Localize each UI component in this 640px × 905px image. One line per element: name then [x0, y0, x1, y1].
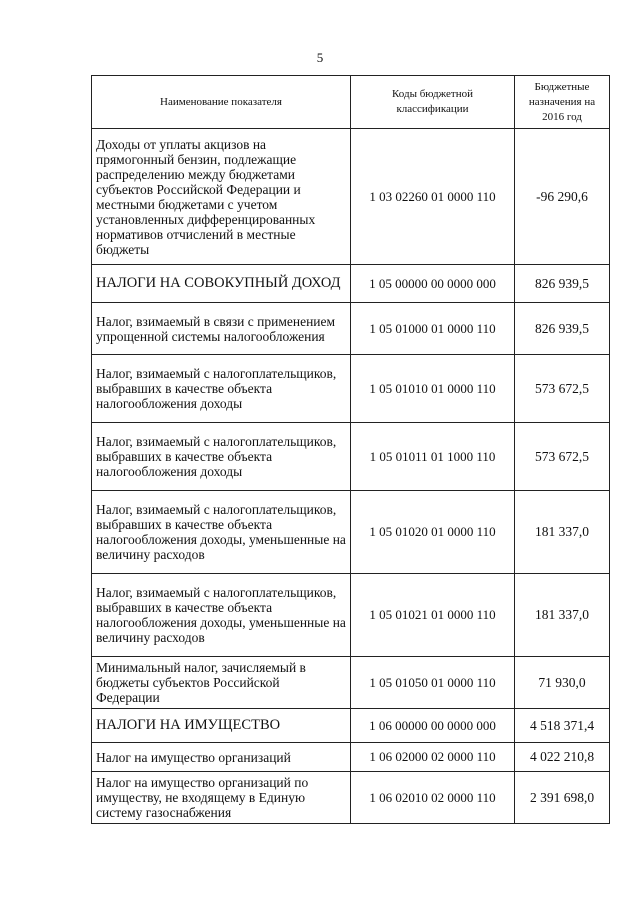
table-row [92, 709, 610, 743]
header-budget-allocation: Бюджетные назначения на 2016 год [515, 76, 610, 129]
row-value: 181 337,0 [515, 491, 610, 574]
table-row [92, 772, 610, 824]
budget-table [91, 75, 610, 824]
row-code: 1 05 00000 00 0000 000 [351, 265, 515, 303]
row-name: Налог, взимаемый с налогоплательщиков, выбравших в качестве объекта налогообложения доходы [92, 423, 351, 491]
row-name: Налог, взимаемый с налогоплательщиков, выбравших в качестве объекта налогообложения доходы, уменьшенные на величину расходов [92, 491, 351, 574]
row-name: Налог на имущество организаций по имуществу, не входящему в Единую систему газоснабжения [92, 772, 351, 824]
row-name: Налог, взимаемый с налогоплательщиков, выбравших в качестве объекта налогообложения доходы [92, 355, 351, 423]
table-row [92, 355, 610, 423]
table-row [92, 423, 610, 491]
row-value: 573 672,5 [515, 355, 610, 423]
row-value: -96 290,6 [515, 129, 610, 265]
row-value: 573 672,5 [515, 423, 610, 491]
row-code: 1 05 01050 01 0000 110 [351, 657, 515, 709]
row-code: 1 05 01021 01 0000 110 [351, 574, 515, 657]
row-name: Минимальный налог, зачисляемый в бюджеты субъектов Российской Федерации [92, 657, 351, 709]
row-name: НАЛОГИ НА ИМУЩЕСТВО [92, 709, 351, 743]
page-number: 5 [316, 50, 324, 65]
row-name: Налог на имущество организаций [92, 743, 351, 772]
row-code: 1 06 02000 02 0000 110 [351, 743, 515, 772]
table-body [92, 129, 610, 824]
table-row [92, 129, 610, 265]
row-code: 1 06 00000 00 0000 000 [351, 709, 515, 743]
row-value: 4 022 210,8 [515, 743, 610, 772]
row-value: 826 939,5 [515, 265, 610, 303]
row-value: 71 930,0 [515, 657, 610, 709]
header-budget-code: Коды бюджетной классификации [351, 76, 515, 129]
table-row [92, 265, 610, 303]
row-name: Налог, взимаемый с налогоплательщиков, выбравших в качестве объекта налогообложения доходы, уменьшенные на величину расходов [92, 574, 351, 657]
table-row [92, 574, 610, 657]
table-row [92, 491, 610, 574]
table-row [92, 657, 610, 709]
header-indicator-name: Наименование показателя [92, 76, 351, 129]
table-row [92, 303, 610, 355]
row-code: 1 05 01010 01 0000 110 [351, 355, 515, 423]
row-value: 181 337,0 [515, 574, 610, 657]
row-code: 1 05 01020 01 0000 110 [351, 491, 515, 574]
row-code: 1 03 02260 01 0000 110 [351, 129, 515, 265]
table-header-row [92, 76, 610, 129]
row-code: 1 05 01011 01 1000 110 [351, 423, 515, 491]
row-value: 2 391 698,0 [515, 772, 610, 824]
row-value: 826 939,5 [515, 303, 610, 355]
row-name: НАЛОГИ НА СОВОКУПНЫЙ ДОХОД [92, 265, 351, 303]
row-name: Налог, взимаемый в связи с применением упрощенной системы налогообложения [92, 303, 351, 355]
row-name: Доходы от уплаты акцизов на прямогонный бензин, подлежащие распределению между бюджетами субъектов Российской Федерации и местными бюджетами с учетом установленных дифференцированных нормативов отчислений в местные бюджеты [92, 129, 351, 265]
row-value: 4 518 371,4 [515, 709, 610, 743]
table-row [92, 743, 610, 772]
row-code: 1 05 01000 01 0000 110 [351, 303, 515, 355]
row-code: 1 06 02010 02 0000 110 [351, 772, 515, 824]
